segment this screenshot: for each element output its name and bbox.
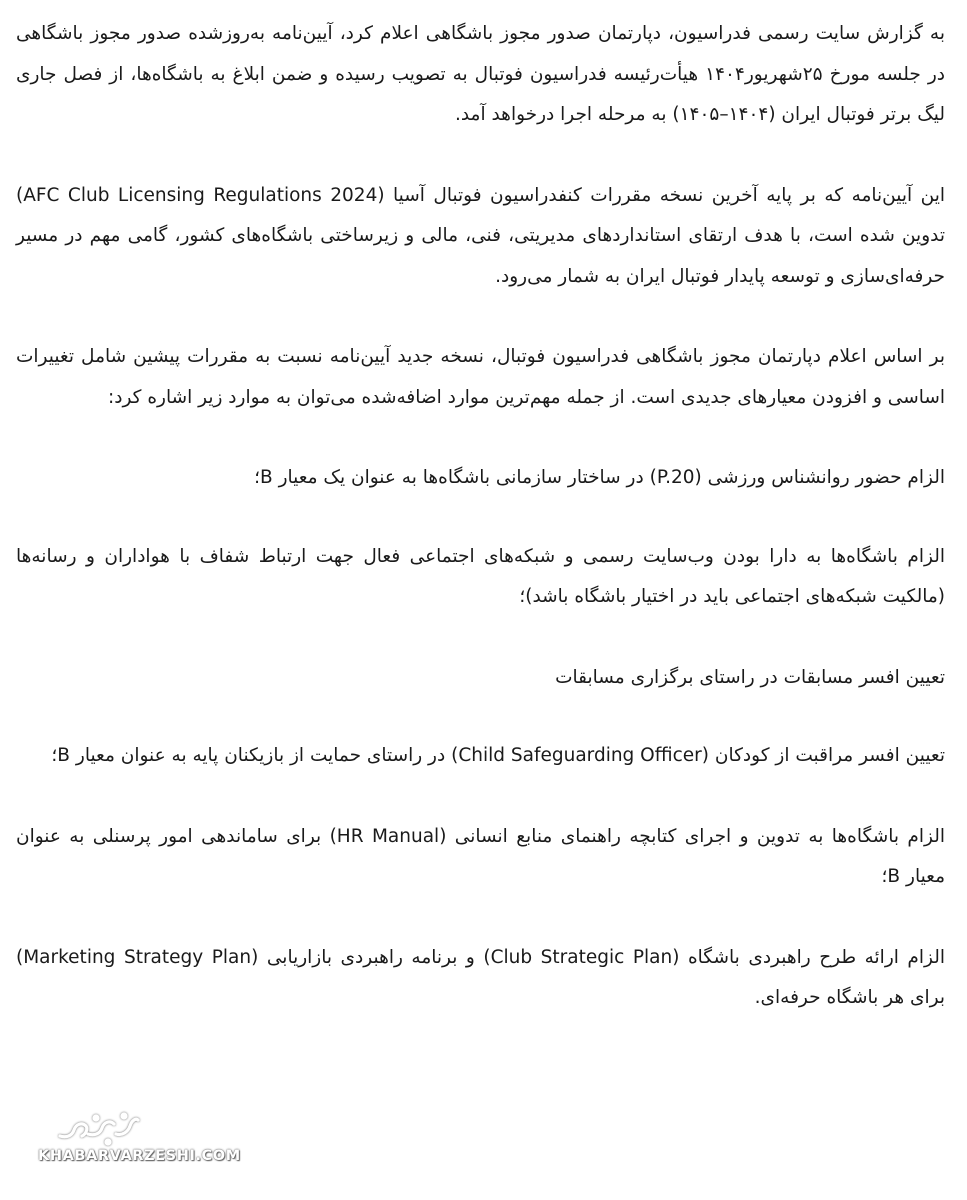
khabarvarzeshi-logo-icon xyxy=(52,1108,142,1148)
paragraph-new-criteria: بر اساس اعلام دپارتمان مجوز باشگاهی فدراسیون فوتبال، نسخه جدید آیین‌نامه نسبت به مقررات پیشین شامل تغییرات اساسی و افزودن معیارهای جدیدی است. از جمله مهم‌ترین موارد اضافه‌شده می‌توان به موارد زیر اشاره کرد: xyxy=(16,346,945,408)
watermark-site-text: KHABARVARZESHI.COM xyxy=(38,1148,241,1164)
paragraph-intro: به گزارش سایت رسمی فدراسیون، دپارتمان صدور مجوز باشگاهی اعلام کرد، آیین‌نامه به‌روزشده صدور مجوز باشگاهی در جلسه مورخ ۲۵شهریور۱۴۰۴ هیأت‌رئیسه فدراسیون فوتبال به تصویب رسیده و ضمن ابلاغ به باشگاه‌ها، از فصل جاری لیگ برتر فوتبال ایران (۱۴۰۴–۱۴۰۵) به مرحله اجرا درخواهد آمد. xyxy=(16,23,945,125)
paragraph-regulation-basis: این آیین‌نامه که بر پایه آخرین نسخه مقررات کنفدراسیون فوتبال آسیا (AFC Club Licensing Regulations 2024) تدوین شده است، با هدف ارتقای استانداردهای مدیریتی، فنی، مالی و زیرساختی باشگاه‌های کشور، گامی مهم در مسیر حرفه‌ای‌سازی و توسعه پایدار فوتبال ایران به شمار می‌رود. xyxy=(16,184,945,287)
watermark xyxy=(22,1108,282,1178)
list-item-child-safeguarding: تعیین افسر مراقبت از کودکان (Child Safeguarding Officer) در راستای حمایت از بازیکنان پایه به عنوان معیار B؛ xyxy=(51,745,945,766)
article-body xyxy=(16,14,945,1059)
list-item-sport-psychologist: الزام حضور روانشناس ورزشی (P.20) در ساختار سازمانی باشگاه‌ها به عنوان یک معیار B؛ xyxy=(254,467,945,488)
list-item-strategic-plan: الزام ارائه طرح راهبردی باشگاه (Club Strategic Plan) و برنامه راهبردی بازاریابی (Marketing Strategy Plan) برای هر باشگاه حرفه‌ای. xyxy=(16,946,946,1008)
list-item-match-officer: تعیین افسر مسابقات در راستای برگزاری مسابقات xyxy=(555,666,945,688)
list-item-website-social-media: الزام باشگاه‌ها به دارا بودن وب‌سایت رسمی و شبکه‌های اجتماعی فعال جهت ارتباط شفاف با هواداران و رسانه‌ها (مالکیت شبکه‌های اجتماعی باید در اختیار باشگاه باشد)؛ xyxy=(16,545,945,607)
list-item-hr-manual: الزام باشگاه‌ها به تدوین و اجرای کتابچه راهنمای منابع انسانی (HR Manual) برای ساماندهی امور پرسنلی به عنوان معیار B؛ xyxy=(16,825,945,887)
